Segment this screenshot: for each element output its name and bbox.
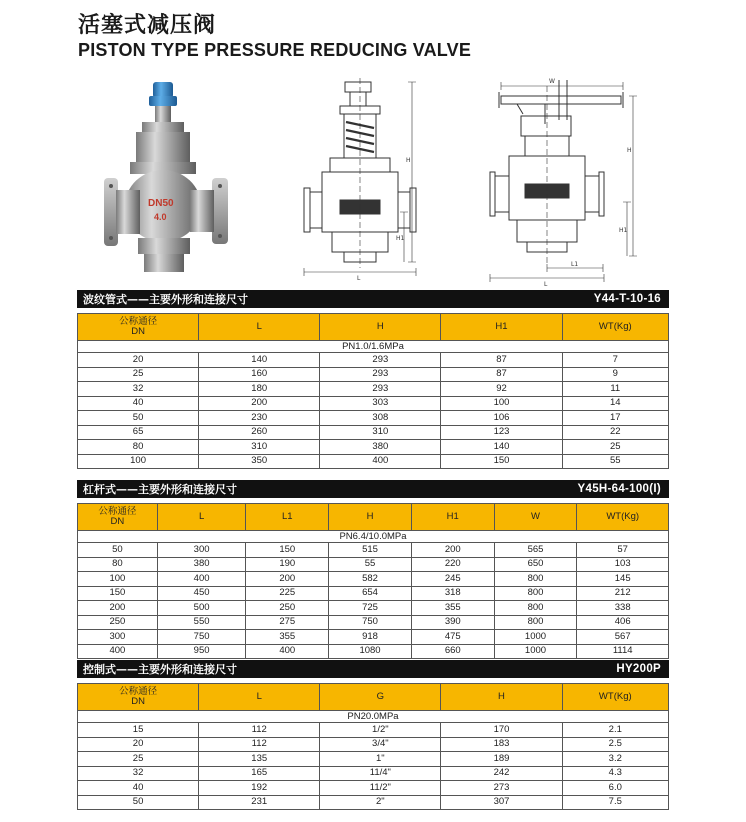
table-cell: 25 <box>78 752 199 767</box>
table-row <box>78 382 669 397</box>
table-row <box>78 723 669 738</box>
table-cell: 750 <box>329 615 412 630</box>
page-title-en: PISTON TYPE PRESSURE REDUCING VALVE <box>78 40 472 60</box>
table-cell: 135 <box>199 752 320 767</box>
col-header-g: G <box>320 684 441 711</box>
table-cell: 918 <box>329 630 412 645</box>
table-cell: 50 <box>78 795 199 810</box>
table-cell: 654 <box>329 586 412 601</box>
table-cell: 14 <box>562 396 668 411</box>
table-cell: 100 <box>78 572 158 587</box>
table-cell: 338 <box>577 601 669 616</box>
table-row <box>78 454 669 469</box>
section-header <box>77 660 669 678</box>
col-header-h1: H1 <box>441 314 562 341</box>
table-cell: 9 <box>562 367 668 382</box>
table-row <box>78 543 669 558</box>
table-cell: 25 <box>78 367 199 382</box>
table-cell: 750 <box>157 630 246 645</box>
section-header <box>77 290 669 308</box>
left-flange <box>104 178 118 246</box>
table-cell: 293 <box>320 367 441 382</box>
table-cell: 245 <box>411 572 494 587</box>
table-cell: 112 <box>199 737 320 752</box>
table-cell: 1114 <box>577 644 669 659</box>
table-cell: 390 <box>411 615 494 630</box>
table-cell: 310 <box>199 440 320 455</box>
table-cell: 725 <box>329 601 412 616</box>
section-model: HY200P <box>616 663 661 675</box>
table-cell: 308 <box>320 411 441 426</box>
table-cell: 65 <box>78 425 199 440</box>
col-header-h: H <box>329 504 412 531</box>
table-cell: 87 <box>441 367 562 382</box>
table-cell: 80 <box>78 440 199 455</box>
col-header-h1: H1 <box>411 504 494 531</box>
blue-cap <box>153 82 173 98</box>
table-row <box>78 411 669 426</box>
col-header-l1: L1 <box>246 504 329 531</box>
table-cell: 242 <box>441 766 562 781</box>
table-row <box>78 367 669 382</box>
table-cell: 32 <box>78 766 199 781</box>
col-header-wt: WT(Kg) <box>562 684 668 711</box>
table-cell: 582 <box>329 572 412 587</box>
dim-label-h1: H1 <box>619 227 628 234</box>
table-cell: 307 <box>441 795 562 810</box>
table-cell: 475 <box>411 630 494 645</box>
table-cell: 106 <box>441 411 562 426</box>
table-cell: 103 <box>577 557 669 572</box>
table-cell: 183 <box>441 737 562 752</box>
table-cell: 140 <box>199 353 320 368</box>
table-cell: 50 <box>78 411 199 426</box>
table-cell: 300 <box>157 543 246 558</box>
table-cell: 92 <box>441 382 562 397</box>
table-cell: 300 <box>78 630 158 645</box>
table-cell: 17 <box>562 411 668 426</box>
table-cell: 20 <box>78 353 199 368</box>
table-row <box>78 353 669 368</box>
table-cell: 450 <box>157 586 246 601</box>
table-cell: 310 <box>320 425 441 440</box>
table-cell: 212 <box>577 586 669 601</box>
table-cell: 22 <box>562 425 668 440</box>
table-cell: 273 <box>441 781 562 796</box>
table-cell: 406 <box>577 615 669 630</box>
table-cell: 57 <box>577 543 669 558</box>
table-cell: 400 <box>246 644 329 659</box>
table-cell: 100 <box>441 396 562 411</box>
table-cell: 250 <box>78 615 158 630</box>
table-cell: 87 <box>441 353 562 368</box>
section-title: 波纹管式——主要外形和连接尺寸 <box>83 293 248 306</box>
table-cell: 303 <box>320 396 441 411</box>
col-header-dn: 公称通径 DN <box>78 504 158 531</box>
table-cell: 380 <box>320 440 441 455</box>
table-cell: 2.1 <box>562 723 668 738</box>
section-model: Y45H-64-100(I) <box>577 483 661 495</box>
col-header-dn: 公称通径 DN <box>78 314 199 341</box>
table-row <box>78 601 669 616</box>
table-cell: 55 <box>562 454 668 469</box>
table-cell: 1000 <box>494 630 577 645</box>
table-cell: 1/2" <box>320 723 441 738</box>
table-row <box>78 737 669 752</box>
table-cell: 192 <box>199 781 320 796</box>
table-row <box>78 630 669 645</box>
body-marking-pn: 4.0 <box>154 212 167 222</box>
table-cell: 400 <box>157 572 246 587</box>
table-cell: 165 <box>199 766 320 781</box>
col-header-wt: WT(Kg) <box>577 504 669 531</box>
table-cell: 400 <box>320 454 441 469</box>
table-cell: 20 <box>78 737 199 752</box>
table-cell: 140 <box>441 440 562 455</box>
body-marking-dn: DN50 <box>148 198 174 209</box>
table-cell: 1" <box>320 752 441 767</box>
table-cell: 6.0 <box>562 781 668 796</box>
pressure-rating: PN6.4/10.0MPa <box>78 531 669 543</box>
dim-label-w: W <box>549 78 555 85</box>
table-cell: 230 <box>199 411 320 426</box>
table-cell: 3.2 <box>562 752 668 767</box>
section-model: Y44-T-10-16 <box>593 293 661 305</box>
table-cell: 11 <box>562 382 668 397</box>
table-row <box>78 572 669 587</box>
table-row <box>78 615 669 630</box>
table-row <box>78 766 669 781</box>
table-cell: 15 <box>78 723 199 738</box>
table-cell: 800 <box>494 615 577 630</box>
table-cell: 220 <box>411 557 494 572</box>
table-cell: 40 <box>78 396 199 411</box>
table-cell: 250 <box>246 601 329 616</box>
table-cell: 567 <box>577 630 669 645</box>
table-cell: 200 <box>246 572 329 587</box>
table-cell: 11/4" <box>320 766 441 781</box>
table-cell: 355 <box>246 630 329 645</box>
section-lever <box>77 480 669 659</box>
col-header-l: L <box>157 504 246 531</box>
lever-valve-drawing <box>487 72 642 287</box>
table-cell: 2" <box>320 795 441 810</box>
col-header-h: H <box>320 314 441 341</box>
table-cell: 145 <box>577 572 669 587</box>
col-header-l: L <box>199 684 320 711</box>
section-bellows <box>77 290 669 469</box>
col-header-wt: WT(Kg) <box>562 314 668 341</box>
table-cell: 355 <box>411 601 494 616</box>
table-cell: 190 <box>246 557 329 572</box>
table-row <box>78 586 669 601</box>
table-cell: 800 <box>494 586 577 601</box>
table-cell: 515 <box>329 543 412 558</box>
pressure-rating: PN1.0/1.6MPa <box>78 341 669 353</box>
table-cell: 80 <box>78 557 158 572</box>
page-title-cn: 活塞式减压阀 <box>78 13 217 38</box>
table-cell: 800 <box>494 572 577 587</box>
dim-label-h1: H1 <box>396 235 405 242</box>
dim-label-h: H <box>627 147 632 154</box>
table-cell: 200 <box>78 601 158 616</box>
pressure-rating: PN20.0MPa <box>78 711 669 723</box>
table-cell: 160 <box>199 367 320 382</box>
table-row <box>78 752 669 767</box>
table-row <box>78 396 669 411</box>
table-cell: 1000 <box>494 644 577 659</box>
table-cell: 50 <box>78 543 158 558</box>
table-row <box>78 644 669 659</box>
table-cell: 180 <box>199 382 320 397</box>
table-cell: 500 <box>157 601 246 616</box>
table-cell: 550 <box>157 615 246 630</box>
table-cell: 7 <box>562 353 668 368</box>
table-cell: 380 <box>157 557 246 572</box>
dim-label-l1: L1 <box>571 261 579 268</box>
table-cell: 400 <box>78 644 158 659</box>
table-cell: 4.3 <box>562 766 668 781</box>
section-control <box>77 660 669 810</box>
section-title: 杠杆式——主要外形和连接尺寸 <box>83 483 237 496</box>
table-cell: 350 <box>199 454 320 469</box>
table-cell: 200 <box>199 396 320 411</box>
table-cell: 25 <box>562 440 668 455</box>
dim-label-l: L <box>357 275 361 282</box>
table-cell: 170 <box>441 723 562 738</box>
section-title: 控制式——主要外形和连接尺寸 <box>83 663 237 676</box>
table-cell: 1080 <box>329 644 412 659</box>
table-cell: 3/4" <box>320 737 441 752</box>
table-cell: 55 <box>329 557 412 572</box>
table-cell: 2.5 <box>562 737 668 752</box>
table-row <box>78 781 669 796</box>
spec-table <box>77 503 669 659</box>
table-cell: 225 <box>246 586 329 601</box>
table-row <box>78 557 669 572</box>
table-cell: 123 <box>441 425 562 440</box>
table-cell: 260 <box>199 425 320 440</box>
table-row <box>78 795 669 810</box>
table-cell: 150 <box>78 586 158 601</box>
valve-photo <box>100 78 235 283</box>
table-cell: 200 <box>411 543 494 558</box>
table-cell: 189 <box>441 752 562 767</box>
table-cell: 293 <box>320 353 441 368</box>
table-cell: 100 <box>78 454 199 469</box>
table-cell: 650 <box>494 557 577 572</box>
dim-label-l: L <box>544 281 548 287</box>
bellows-valve-drawing <box>300 72 420 287</box>
table-cell: 275 <box>246 615 329 630</box>
table-cell: 565 <box>494 543 577 558</box>
table-cell: 950 <box>157 644 246 659</box>
table-cell: 40 <box>78 781 199 796</box>
table-row <box>78 425 669 440</box>
table-cell: 800 <box>494 601 577 616</box>
table-cell: 293 <box>320 382 441 397</box>
table-cell: 660 <box>411 644 494 659</box>
spec-table <box>77 683 669 810</box>
table-cell: 32 <box>78 382 199 397</box>
section-header <box>77 480 669 498</box>
table-cell: 7.5 <box>562 795 668 810</box>
table-cell: 318 <box>411 586 494 601</box>
table-cell: 11/2" <box>320 781 441 796</box>
col-header-l: L <box>199 314 320 341</box>
col-header-dn: 公称通径 DN <box>78 684 199 711</box>
table-cell: 231 <box>199 795 320 810</box>
dim-label-h: H <box>406 157 411 164</box>
col-header-w: W <box>494 504 577 531</box>
table-row <box>78 440 669 455</box>
table-cell: 150 <box>246 543 329 558</box>
table-cell: 112 <box>199 723 320 738</box>
table-cell: 150 <box>441 454 562 469</box>
spec-table <box>77 313 669 469</box>
col-header-h: H <box>441 684 562 711</box>
